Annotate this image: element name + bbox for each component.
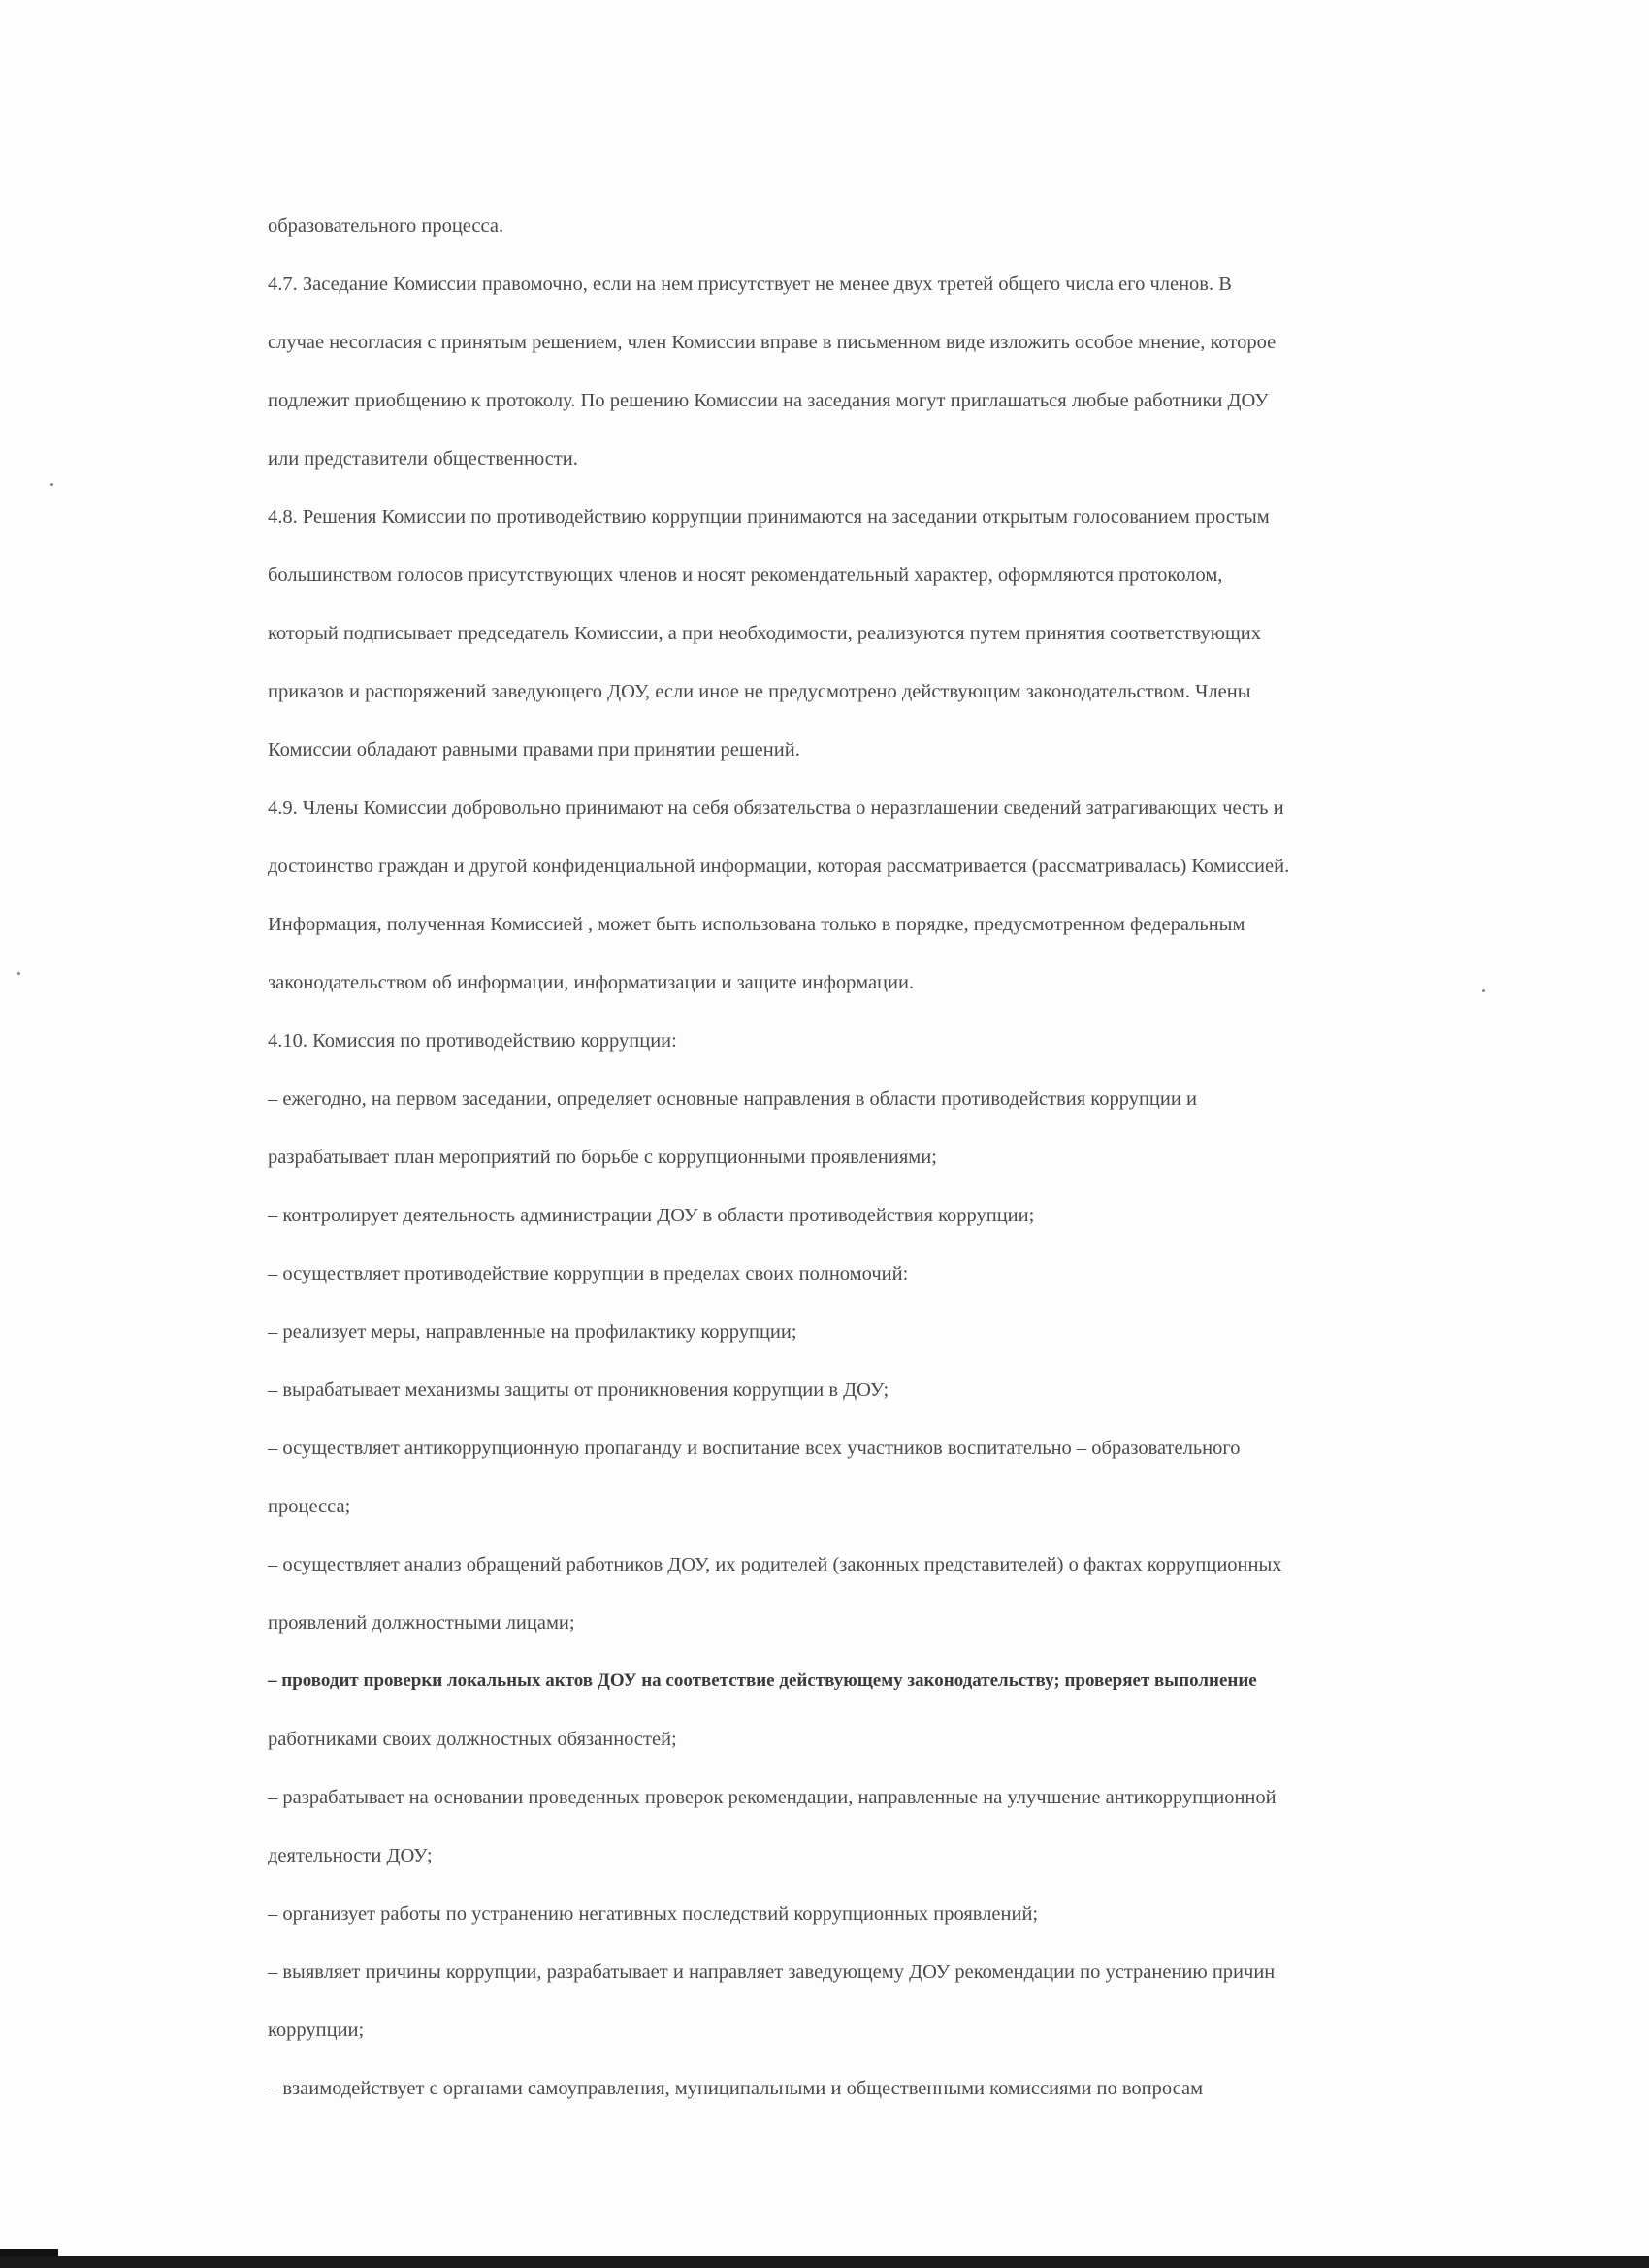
document-body — [268, 197, 1538, 2118]
text-line: – организует работы по устранению негативных последствий коррупционных проявлений; — [268, 1903, 1039, 1925]
text-line: или представители общественности. — [268, 448, 578, 470]
text-line: Комиссии обладают равными правами при принятии решений. — [268, 739, 800, 761]
text-line: – осуществляет противодействие коррупции в пределах своих полномочий: — [268, 1263, 909, 1284]
text-line: деятельности ДОУ; — [268, 1845, 433, 1866]
text-line: коррупции; — [268, 2020, 365, 2041]
text-line: образовательного процесса. — [268, 215, 504, 237]
text-line: – выявляет причины коррупции, разрабатывает и направляет заведующему ДОУ рекомендации по устранению причин — [268, 1961, 1276, 1983]
text-line: Информация, полученная Комиссией , может быть использована только в порядке, предусмотренном федеральным — [268, 914, 1245, 935]
scan-bottom-edge — [0, 2256, 1649, 2268]
text-line: 4.7. Заседание Комиссии правомочно, если на нем присутствует не менее двух третей общего числа его членов. В — [268, 274, 1232, 295]
text-line: 4.9. Члены Комиссии добровольно принимают на себя обязательства о неразглашении сведений затрагивающих честь и — [268, 797, 1284, 819]
text-line: проявлений должностными лицами; — [268, 1612, 575, 1634]
text-line: – осуществляет анализ обращений работников ДОУ, их родителей (законных представителей) о фактах коррупционных — [268, 1554, 1282, 1575]
text-line: – вырабатывает механизмы защиты от проникновения коррупции в ДОУ; — [268, 1379, 889, 1401]
text-line: 4.10. Комиссия по противодействию коррупции: — [268, 1030, 677, 1052]
text-line: подлежит приобщению к протоколу. По решению Комиссии на заседания могут приглашаться любые работники ДОУ — [268, 390, 1269, 411]
text-line: приказов и распоряжений заведующего ДОУ, если иное не предусмотрено действующим законодательством. Члены — [268, 681, 1251, 702]
text-line: – взаимодействует с органами самоуправления, муниципальными и общественными комиссиями по вопросам — [268, 2078, 1204, 2099]
text-line: 4.8. Решения Комиссии по противодействию коррупции принимаются на заседании открытым голосованием простым — [268, 506, 1270, 528]
text-line: – контролирует деятельность администрации ДОУ в области противодействия коррупции; — [268, 1205, 1035, 1226]
text-line: разрабатывает план мероприятий по борьбе с коррупционными проявлениями; — [268, 1147, 937, 1168]
scan-speck — [17, 972, 20, 975]
text-line: – осуществляет антикоррупционную пропаганду и воспитание всех участников воспитательно – образовательного — [268, 1438, 1241, 1459]
text-line: – ежегодно, на первом заседании, определяет основные направления в области противодействия коррупции и — [268, 1088, 1197, 1110]
text-line: большинством голосов присутствующих членов и носят рекомендательный характер, оформляются протоколом, — [268, 565, 1223, 586]
text-line: случае несогласия с принятым решением, член Комиссии вправе в письменном виде изложить особое мнение, которое — [268, 332, 1277, 353]
text-line: процесса; — [268, 1496, 351, 1517]
text-line: работниками своих должностных обязанностей; — [268, 1729, 677, 1750]
text-line: – реализует меры, направленные на профилактику коррупции; — [268, 1321, 797, 1343]
text-line: – проводит проверки локальных актов ДОУ на соответствие действующему законодательству; проверяет выполнение — [268, 1670, 1257, 1691]
scan-speck — [1482, 989, 1485, 992]
text-line: – разрабатывает на основании проведенных проверок рекомендации, направленные на улучшение антикоррупционной — [268, 1787, 1277, 1808]
text-line: достоинство граждан и другой конфиденциальной информации, которая рассматривается (рассматривалась) Комиссией. — [268, 856, 1290, 877]
scan-speck — [50, 483, 53, 486]
text-line: который подписывает председатель Комиссии, а при необходимости, реализуются путем принятия соответствующих — [268, 623, 1261, 644]
text-line: законодательством об информации, информатизации и защите информации. — [268, 972, 915, 993]
